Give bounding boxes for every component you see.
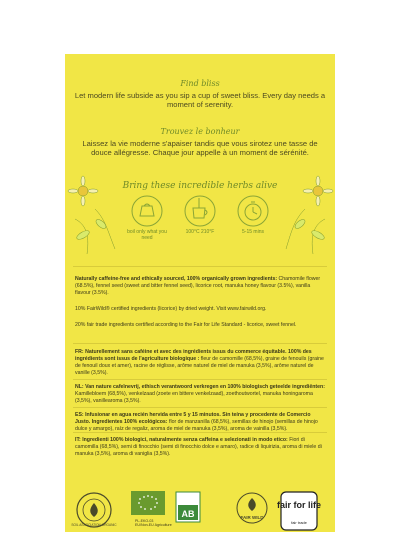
tea-box-back-panel xyxy=(65,54,335,532)
tagline-fr-body: Laissez la vie moderne s'apaiser tandis que vous sirotez une tasse de douce allégresse. Chaque jour appelle à un moment de sérénité. xyxy=(82,139,318,158)
ingredients-it-label: IT: Ingredienti 100% biologici, naturalmente senza caffeina e selezionati in modo etico: xyxy=(75,437,288,443)
fairtrade-note: 20% fair trade ingredients certified according to the Fair for Life Standard - licorice, sweet fennel. xyxy=(75,322,297,328)
soil-association-icon xyxy=(71,491,117,529)
step-temperature-label: 100°C 210°F xyxy=(185,229,215,235)
ab-organic-icon xyxy=(175,491,201,523)
ingredients-fr-body: fleur de camomille (68,5%), graine de fenouils (graine de fenouil doux et amer), racine de réglisse, arôme naturel de miel de manuka (3,5%), arôme naturel de vanille (3,5%). xyxy=(75,356,324,377)
soil-association-text: SOIL ASSOCIATION ORGANIC xyxy=(71,523,117,527)
certification-logos xyxy=(71,491,325,531)
ingredients-it-body: Fiori di camomilla (68,5%), semi di finocchio (semi di finocchio dolce e amaro), radice di liquirizia, aroma di miele di manuka (3,5%), aroma di vaniglia (3,5%). xyxy=(75,437,322,458)
ingredients-es-body: flor de manzanilla (68,5%), semillas de hinojo (semillas de hinojo dulce y amargo), raíz de regaliz, aroma de miel de manuka (3,5%), aroma de vainilla (3,5%). xyxy=(75,419,318,433)
eu-organic-code xyxy=(135,519,172,528)
eu-code: PL-EKO-03 xyxy=(135,519,154,523)
fair-for-life-icon xyxy=(276,491,322,531)
tagline-fr-heading: Trouvez le bonheur xyxy=(160,127,240,136)
step-time-label: 5-15 mins xyxy=(242,229,264,235)
fairwild-logo xyxy=(235,491,269,530)
soil-association-logo xyxy=(71,491,117,534)
eu-leaf-icon xyxy=(131,491,165,515)
eu-organic-logo xyxy=(131,491,165,520)
divider xyxy=(73,343,327,344)
step-boil-label: boil only what you need xyxy=(127,229,167,241)
fairwild-icon xyxy=(235,491,269,525)
kettle-icon xyxy=(130,194,164,228)
ingredients-nl-body: Kamillebloem (68,5%), venkelzaad (zoete en bittere venkelzaad), zoethoutwortel, manuka honingaroma (3,5%), vanillearoma (3,5%). xyxy=(75,391,313,405)
ab-logo xyxy=(175,491,201,528)
ingredients-es xyxy=(75,412,325,433)
step-boil xyxy=(125,194,169,241)
fairwild-note: 10% FairWild® certified ingredients (licorice) by dried weight. Visit www.fairwild.org. xyxy=(75,306,267,312)
eu-origin: EU/Non-EU Agriculture xyxy=(135,523,172,528)
divider xyxy=(73,379,327,380)
divider xyxy=(73,432,327,433)
ingredients-nl-label: NL: Van nature cafeïnevrij, ethisch verantwoord verkregen en 100% biologisch geteelde ingrediënten: xyxy=(75,384,325,390)
ingredients-en xyxy=(75,276,325,297)
cup-icon xyxy=(183,194,217,228)
tagline-en-heading: Find bliss xyxy=(180,79,220,88)
divider xyxy=(73,266,327,267)
ingredients-en-title: Naturally caffeine-free and ethically sourced, 100% organically grown ingredients: xyxy=(75,276,278,282)
tagline-en-body: Let modern life subside as you sip a cup of sweet bliss. Every day needs a moment of serenity. xyxy=(74,91,326,110)
ingredients-it xyxy=(75,437,325,458)
ingredients-fr-label: FR: Naturellement sans caféine et avec des ingrédients issus du commerce équitable. 100% des ingrédients sont issus de l'agriculture biologique : xyxy=(75,349,312,363)
timer-icon xyxy=(236,194,270,228)
ingredients-fr xyxy=(75,349,325,377)
ingredients-es-label: ES: Infusionar en agua recién hervida entre 5 y 15 minutos. Sin teína y procedente de Comercio Justo. Ingredientes 100% ecológicos: xyxy=(75,412,311,426)
fair-for-life-logo xyxy=(276,491,322,536)
brewing-steps xyxy=(125,194,275,256)
step-time xyxy=(231,194,275,235)
fair-for-life-sub: fair trade xyxy=(291,520,307,525)
tagline-area xyxy=(65,54,335,259)
fairwild-text: FAIR WILD xyxy=(240,515,264,520)
ab-text: AB xyxy=(181,509,195,519)
divider xyxy=(73,407,327,408)
ingredients-nl xyxy=(75,384,325,405)
ingredients-en-body: Chamomile flower (68.5%), fennel seed (sweet and bitter fennel seed), licorice root, manuka honey flavour (3.5%), vanilla flavour (3.5%). xyxy=(75,276,321,297)
fair-for-life-text: fair for life xyxy=(276,500,322,510)
step-temperature xyxy=(178,194,222,235)
herbs-heading: Bring these incredible herbs alive xyxy=(122,181,278,191)
